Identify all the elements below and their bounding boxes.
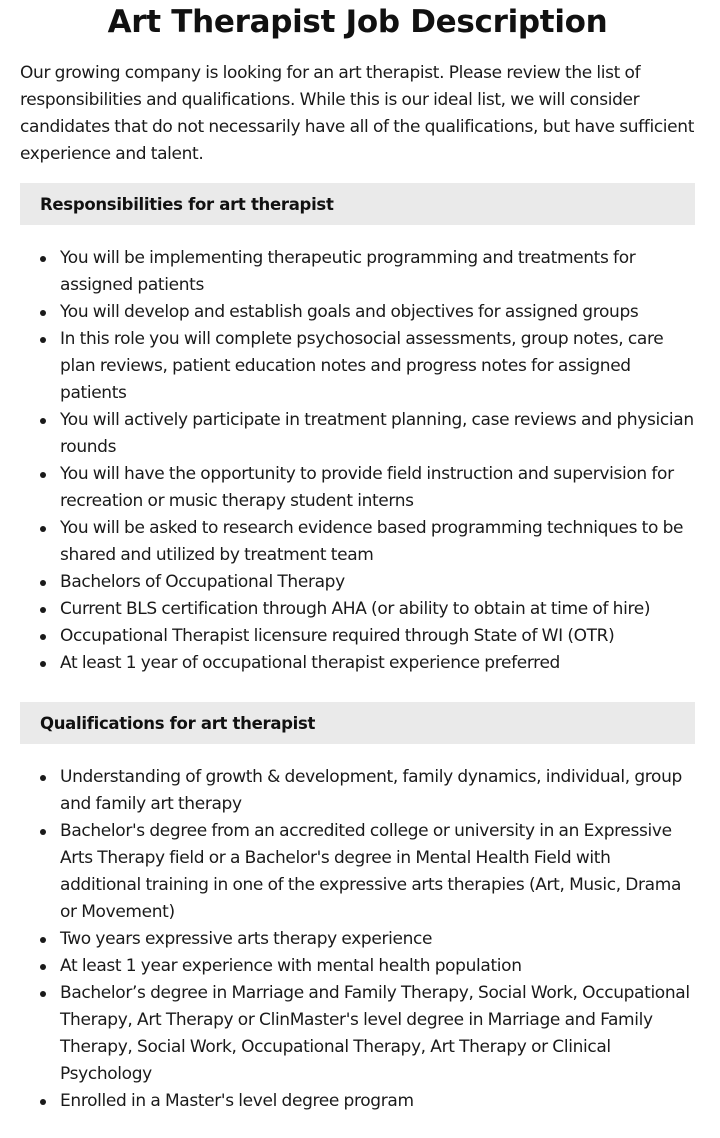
responsibilities-heading: Responsibilities for art therapist — [40, 194, 334, 214]
page-title: Art Therapist Job Description — [107, 4, 608, 40]
list-item: You will develop and establish goals and objectives for assigned groups — [20, 299, 695, 326]
intro-paragraph: Our growing company is looking for an art therapist. Please review the list of responsibilities and qualifications. While this is our ideal list, we will consider candidates that do not necessarily have all of the qualifications, but have sufficient experience and talent. — [20, 63, 695, 164]
list-item: You will have the opportunity to provide field instruction and supervision for recreation or music therapy student interns — [20, 461, 695, 515]
responsibilities-header — [20, 183, 695, 225]
list-item: Understanding of growth & development, family dynamics, individual, group and family art therapy — [20, 764, 695, 818]
list-item: Bachelor's degree from an accredited college or university in an Expressive Arts Therapy field or a Bachelor's degree in Mental Health Field with additional training in one of the expressive arts therapies (Art, Music, Drama or Movement) — [20, 818, 695, 926]
qualifications-heading: Qualifications for art therapist — [40, 713, 316, 733]
list-item: Enrolled in a Master's level degree program — [20, 1088, 695, 1115]
list-item: You will be asked to research evidence based programming techniques to be shared and utilized by treatment team — [20, 515, 695, 569]
list-item: You will be implementing therapeutic programming and treatments for assigned patients — [20, 245, 695, 299]
list-item: In this role you will complete psychosocial assessments, group notes, care plan reviews, patient education notes and progress notes for assigned patients — [20, 326, 695, 407]
list-item: Two years expressive arts therapy experience — [20, 926, 695, 953]
list-item: Bachelor’s degree in Marriage and Family Therapy, Social Work, Occupational Therapy, Art Therapy or ClinMaster's level degree in Marriage and Family Therapy, Social Work, Occupational Therapy, Art Therapy or Clinical Psychology — [20, 980, 695, 1088]
list-item: Occupational Therapist licensure required through State of WI (OTR) — [20, 623, 695, 650]
list-item: You will actively participate in treatment planning, case reviews and physician rounds — [20, 407, 695, 461]
list-item: Current BLS certification through AHA (or ability to obtain at time of hire) — [20, 596, 695, 623]
qualifications-list — [20, 764, 695, 1115]
job-description-page — [20, 0, 695, 1115]
responsibilities-list — [20, 245, 695, 677]
list-item: Bachelors of Occupational Therapy — [20, 569, 695, 596]
qualifications-header — [20, 702, 695, 744]
list-item: At least 1 year experience with mental health population — [20, 953, 695, 980]
list-item: At least 1 year of occupational therapist experience preferred — [20, 650, 695, 677]
